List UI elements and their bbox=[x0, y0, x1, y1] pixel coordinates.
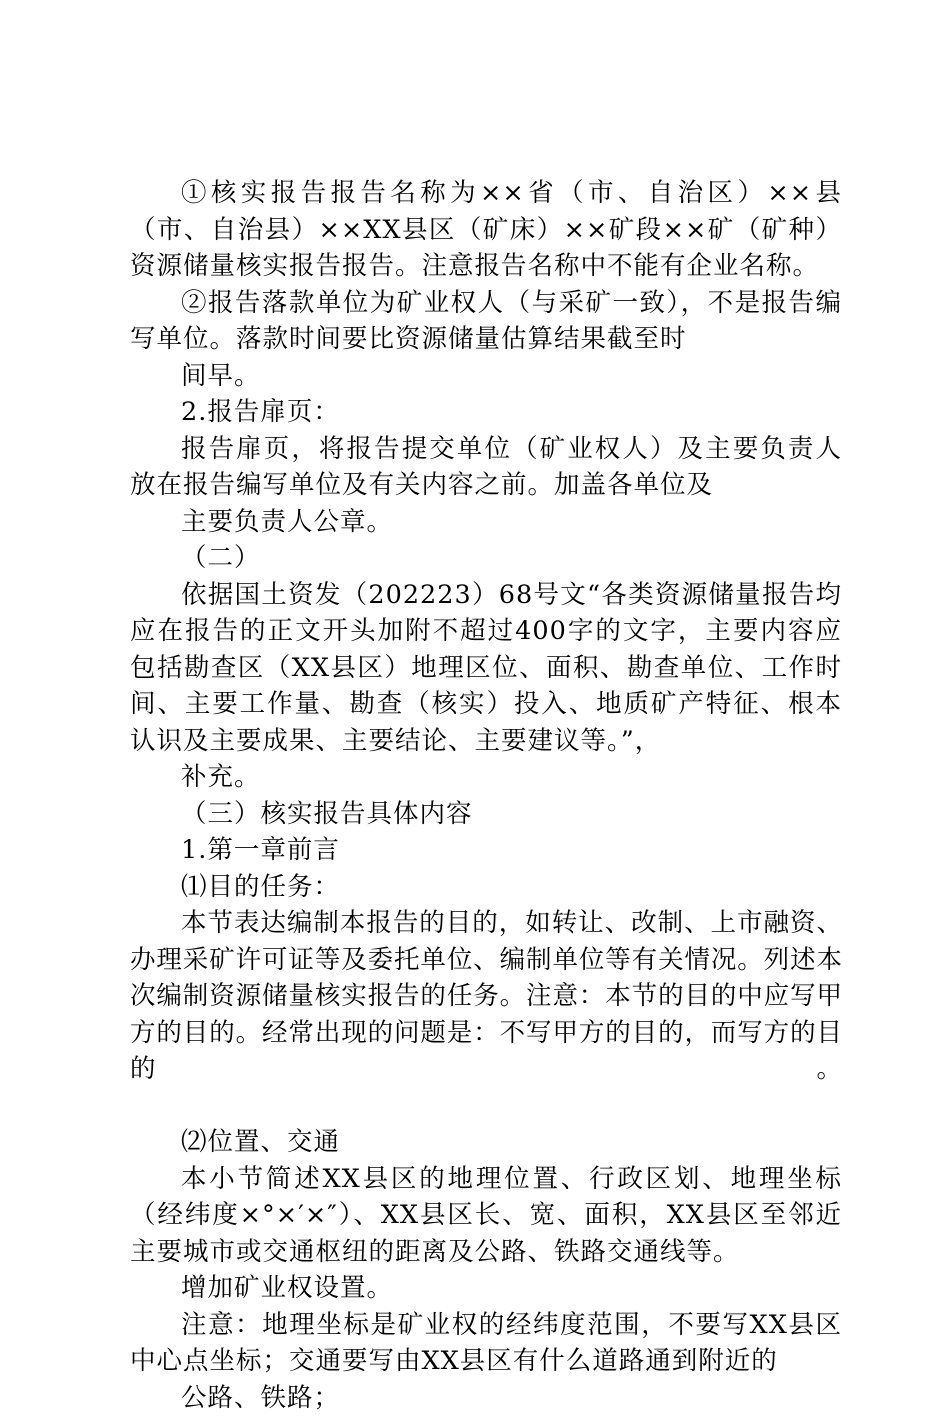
subsection-heading-location: ⑵位置、交通 bbox=[130, 1124, 842, 1161]
paragraph-signature-unit: ②报告落款单位为矿业权人（与采矿一致），不是报告编写单位。落款时间要比资源储量估算结果截至时 bbox=[130, 285, 842, 358]
document-body bbox=[130, 175, 842, 1416]
paragraph-mining-rights: 增加矿业权设置。 bbox=[130, 1270, 842, 1307]
paragraph-continuation: 间早。 bbox=[130, 358, 842, 395]
section-heading-part-two: （二） bbox=[130, 540, 842, 577]
paragraph-purpose: 本节表达编制本报告的目的，如转让、改制、上市融资、办理采矿许可证等及委托单位、编制单位等有关情况。列述本次编制资源储量核实报告的任务。注意：本节的目的中应写甲方的目的。经常出现的问题是：不写甲方的目的，而写方的目的。 bbox=[130, 905, 842, 1088]
paragraph-continuation: 补充。 bbox=[130, 759, 842, 796]
paragraph-continuation: 主要负责人公章。 bbox=[130, 504, 842, 541]
paragraph-report-name: ①核实报告报告名称为××省（市、自治区）××县（市、自治县）××XX县区（矿床）××矿段××矿（矿种）资源储量核实报告报告。注意报告名称中不能有企业名称。 bbox=[130, 175, 842, 285]
paragraph-location: 本小节简述XX县区的地理位置、行政区划、地理坐标（经纬度×°×′×″）、XX县区长、宽、面积，XX县区至邻近主要城市或交通枢纽的距离及公路、铁路交通线等。 bbox=[130, 1161, 842, 1271]
subsection-heading-purpose: ⑴目的任务： bbox=[130, 869, 842, 906]
blank-line bbox=[130, 1088, 842, 1125]
section-heading-chapter-one: 1.第一章前言 bbox=[130, 832, 842, 869]
paragraph-title-page: 报告扉页，将报告提交单位（矿业权人）及主要负责人放在报告编写单位及有关内容之前。加盖各单位及 bbox=[130, 431, 842, 504]
section-heading-title-page: 2.报告扉页： bbox=[130, 394, 842, 431]
paragraph-abstract-requirement: 依据国土资发（202223）68号文“各类资源储量报告均应在报告的正文开头加附不超过400字的文字，主要内容应包括勘查区（XX县区）地理区位、面积、勘查单位、工作时间、主要工作量、勘查（核实）投入、地质矿产特征、根本认识及主要成果、主要结论、主要建议等。”， bbox=[130, 577, 842, 760]
paragraph-note-coordinates: 注意：地理坐标是矿业权的经纬度范围，不要写XX县区中心点坐标；交通要写由XX县区有什么道路通到附近的 bbox=[130, 1307, 842, 1380]
section-heading-part-three: （三）核实报告具体内容 bbox=[130, 796, 842, 833]
paragraph-continuation: 公路、铁路； bbox=[130, 1380, 842, 1416]
